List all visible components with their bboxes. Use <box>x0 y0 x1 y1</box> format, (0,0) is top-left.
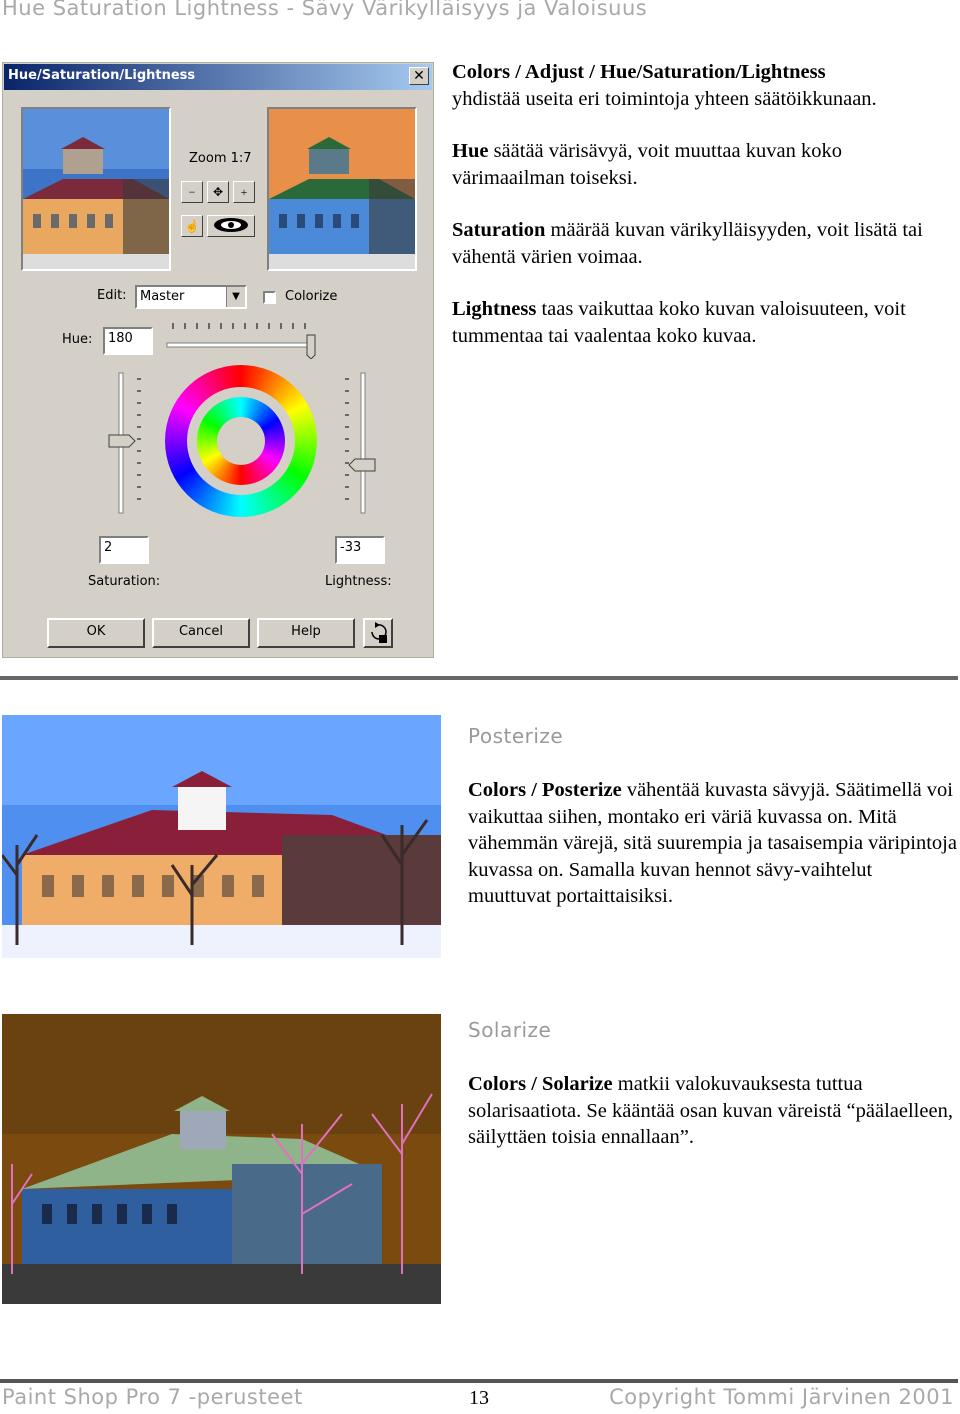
posterize-text: vähentää kuvasta sävyjä. Säätimellä voi vaikuttaa siihen, montako eri väriä kuvassa on. Mitä vähemmän värejä, sitä suurempia ja tasaisempia väripintoja kuvassa on. Samalla kuvan hennot sävy-vaihtelut muuttuvat portaittaisiksi. <box>468 779 957 907</box>
intro-p1-bold: Colors / Adjust / Hue/Saturation/Lightness <box>452 61 826 83</box>
intro-p4-bold: Lightness <box>452 298 537 320</box>
solarize-paragraph <box>468 1071 958 1151</box>
saturation-label: Saturation: <box>88 574 161 589</box>
page-header-title: Hue Saturation Lightness - Sävy Värikylläisyys ja Valoisuus <box>2 0 648 20</box>
lightness-value: -33 <box>340 540 362 555</box>
edit-dropdown[interactable] <box>135 285 247 309</box>
page-number: 13 <box>469 1387 489 1409</box>
hue-slider[interactable] <box>163 319 323 359</box>
hue-input[interactable] <box>103 327 153 355</box>
footer-book-title: Paint Shop Pro 7 -perusteet <box>2 1385 303 1409</box>
intro-paragraph-2 <box>452 138 952 191</box>
saturation-slider[interactable] <box>107 371 147 521</box>
posterize-paragraph <box>468 777 958 910</box>
footer-divider <box>0 1379 958 1383</box>
ok-button[interactable]: OK <box>47 618 145 648</box>
colorize-label: Colorize <box>285 289 338 304</box>
lightness-input[interactable] <box>335 536 385 564</box>
saturation-input[interactable] <box>99 536 149 564</box>
intro-p2-bold: Hue <box>452 140 489 162</box>
adjusted-preview <box>267 107 417 271</box>
chevron-down-icon[interactable]: ▼ <box>226 287 245 307</box>
solarize-heading: Solarize <box>468 1018 552 1042</box>
original-preview <box>21 107 171 271</box>
edit-label: Edit: <box>97 288 127 303</box>
dialog-titlebar <box>4 64 432 90</box>
zoom-in-icon[interactable]: + <box>233 181 255 203</box>
solarize-image <box>2 1014 441 1304</box>
edit-dropdown-value: Master <box>140 289 185 304</box>
reset-icon[interactable] <box>363 618 393 648</box>
adjusted-preview-image <box>269 109 415 269</box>
zoom-out-icon[interactable]: − <box>181 181 203 203</box>
posterize-image <box>2 715 441 958</box>
lightness-label: Lightness: <box>325 574 392 589</box>
colorize-checkbox[interactable] <box>263 291 276 304</box>
hue-value: 180 <box>108 331 133 346</box>
hand-icon[interactable]: ☝ <box>181 215 203 237</box>
saturation-value: 2 <box>104 540 113 555</box>
intro-paragraph-1 <box>452 59 952 112</box>
cancel-button[interactable]: Cancel <box>152 618 250 648</box>
intro-p3-bold: Saturation <box>452 219 546 241</box>
dialog-title: Hue/Saturation/Lightness <box>8 68 196 83</box>
posterize-bold: Colors / Posterize <box>468 779 622 801</box>
lightness-slider[interactable] <box>337 371 377 521</box>
solarize-text: matkii valokuvauksesta tuttua solarisaatiota. Se kääntää osan kuvan väreistä “päälaelleen, säilyttäen toisia ennallaan”. <box>468 1073 953 1148</box>
intro-p3-text: määrää kuvan värikylläisyyden, voit lisätä tai vähentä värien voimaa. <box>452 219 923 268</box>
hue-label: Hue: <box>62 332 93 347</box>
intro-text <box>452 59 952 349</box>
close-button[interactable]: ✕ <box>409 67 429 85</box>
hsl-dialog <box>2 62 434 658</box>
intro-p4-text: taas vaikuttaa koko kuvan valoisuuteen, voit tummentaa tai vaalentaa koko kuvaa. <box>452 298 906 347</box>
intro-paragraph-3 <box>452 217 952 270</box>
intro-paragraph-4 <box>452 296 952 349</box>
eye-icon[interactable] <box>207 215 255 237</box>
zoom-label: Zoom 1:7 <box>189 151 252 166</box>
original-preview-image <box>23 109 169 269</box>
intro-p2-text: säätää värisävyä, voit muuttaa kuvan koko värimaailman toiseksi. <box>452 140 842 189</box>
posterize-heading: Posterize <box>468 724 564 748</box>
footer-copyright: Copyright Tommi Järvinen 2001 <box>609 1385 954 1409</box>
move-icon[interactable]: ✥ <box>207 181 229 203</box>
color-wheel <box>165 365 317 517</box>
intro-p1-text: yhdistää useita eri toimintoja yhteen säätöikkunaan. <box>452 87 877 110</box>
solarize-bold: Colors / Solarize <box>468 1073 613 1095</box>
section-divider <box>0 676 958 680</box>
help-button[interactable]: Help <box>257 618 355 648</box>
